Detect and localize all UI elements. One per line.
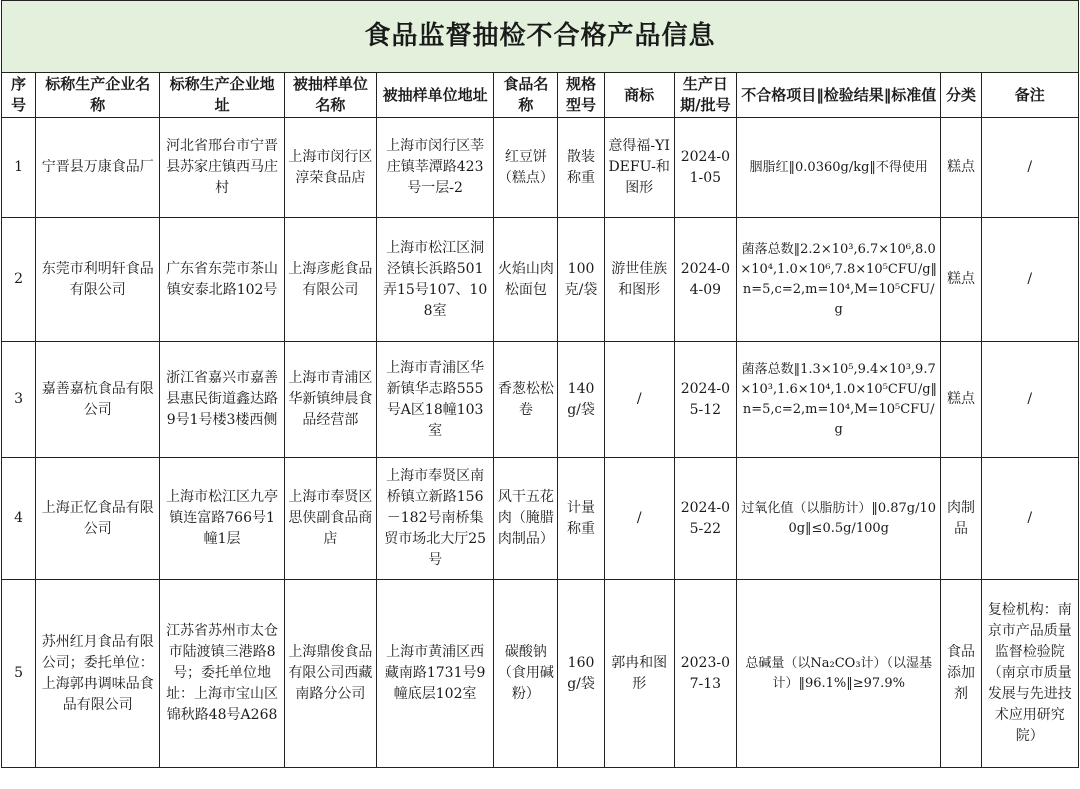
cell-category: 肉制品 (941, 458, 981, 580)
cell-producer-addr: 浙江省嘉兴市嘉善县惠民街道鑫达路9号1号楼3楼西侧 (160, 342, 284, 458)
cell-producer-name: 宁晋县万康食品厂 (36, 118, 160, 218)
page-title: 食品监督抽检不合格产品信息 (2, 1, 1079, 73)
cell-category: 糕点 (941, 118, 981, 218)
cell-producer-name: 嘉善嘉杭食品有限公司 (36, 342, 160, 458)
cell-seq: 3 (2, 342, 36, 458)
table-row (2, 580, 1079, 768)
cell-sampled-name: 上海市青浦区华新镇绅晨食品经营部 (284, 342, 376, 458)
cell-producer-addr: 广东省东莞市茶山镇安泰北路102号 (160, 218, 284, 342)
cell-remark: 复检机构：南京市产品质量监督检验院（南京市质量发展与先进技术应用研究院） (981, 580, 1078, 768)
cell-result: 菌落总数‖1.3×10⁵,9.4×10³,9.7×10³,1.6×10⁴,1.0×10⁵CFU/g‖n=5,c=2,m=10⁴,M=10⁵CFU/g (736, 342, 941, 458)
header-remark: 备注 (981, 73, 1078, 118)
cell-category: 糕点 (941, 342, 981, 458)
cell-producer-addr: 河北省邢台市宁晋县苏家庄镇西马庄村 (160, 118, 284, 218)
table-header-row (2, 73, 1079, 118)
table-row (2, 342, 1079, 458)
cell-producer-name: 上海正忆食品有限公司 (36, 458, 160, 580)
cell-remark: / (981, 218, 1078, 342)
inspection-table (1, 0, 1079, 768)
cell-result: 过氧化值（以脂肪计）‖0.87g/100g‖≤0.5g/100g (736, 458, 941, 580)
cell-food-name: 红豆饼（糕点） (494, 118, 558, 218)
cell-producer-name: 东莞市利明轩食品有限公司 (36, 218, 160, 342)
cell-date: 2024-04-09 (674, 218, 736, 342)
table-row (2, 458, 1079, 580)
cell-category: 食品添加剂 (941, 580, 981, 768)
cell-sampled-addr: 上海市黄浦区西藏南路1731号9幢底层102室 (376, 580, 493, 768)
header-sampled-name: 被抽样单位名称 (284, 73, 376, 118)
cell-brand: 意得福-YIDEFU-和图形 (604, 118, 674, 218)
cell-category: 糕点 (941, 218, 981, 342)
cell-producer-name: 苏州红月食品有限公司；委托单位：上海郭冉调味品食品有限公司 (36, 580, 160, 768)
header-sampled-addr: 被抽样单位地址 (376, 73, 493, 118)
cell-brand: 游世佳族和图形 (604, 218, 674, 342)
cell-spec: 140g/袋 (558, 342, 604, 458)
cell-remark: / (981, 118, 1078, 218)
cell-date: 2024-05-22 (674, 458, 736, 580)
cell-food-name: 香葱松松卷 (494, 342, 558, 458)
header-producer-name: 标称生产企业名称 (36, 73, 160, 118)
header-spec: 规格型号 (558, 73, 604, 118)
cell-sampled-name: 上海鼎俊食品有限公司西藏南路分公司 (284, 580, 376, 768)
table-row (2, 118, 1079, 218)
cell-seq: 1 (2, 118, 36, 218)
cell-food-name: 火焰山肉松面包 (494, 218, 558, 342)
cell-brand: / (604, 458, 674, 580)
cell-spec: 160g/袋 (558, 580, 604, 768)
table-row (2, 218, 1079, 342)
cell-sampled-name: 上海彦彪食品有限公司 (284, 218, 376, 342)
cell-sampled-addr: 上海市闵行区莘庄镇莘潭路423号一层-2 (376, 118, 493, 218)
cell-spec: 散装称重 (558, 118, 604, 218)
cell-brand: / (604, 342, 674, 458)
cell-date: 2023-07-13 (674, 580, 736, 768)
cell-remark: / (981, 458, 1078, 580)
header-result: 不合格项目‖检验结果‖标准值 (736, 73, 941, 118)
header-date: 生产日期/批号 (674, 73, 736, 118)
cell-seq: 2 (2, 218, 36, 342)
cell-seq: 5 (2, 580, 36, 768)
cell-producer-addr: 上海市松江区九亭镇连富路766号1幢1层 (160, 458, 284, 580)
header-category: 分类 (941, 73, 981, 118)
cell-producer-addr: 江苏省苏州市太仓市陆渡镇三港路8号；委托单位地址：上海市宝山区锦秋路48号A268 (160, 580, 284, 768)
cell-date: 2024-05-12 (674, 342, 736, 458)
cell-sampled-addr: 上海市奉贤区南桥镇立新路156－182号南桥集贸市场北大厅25号 (376, 458, 493, 580)
header-food-name: 食品名称 (494, 73, 558, 118)
cell-sampled-addr: 上海市松江区洞泾镇长浜路501弄15号107、108室 (376, 218, 493, 342)
cell-brand: 郭冉和图形 (604, 580, 674, 768)
cell-sampled-addr: 上海市青浦区华新镇华志路555号A区18幢103室 (376, 342, 493, 458)
cell-remark: / (981, 342, 1078, 458)
cell-seq: 4 (2, 458, 36, 580)
header-seq: 序号 (2, 73, 36, 118)
cell-result: 胭脂红‖0.0360g/kg‖不得使用 (736, 118, 941, 218)
header-producer-addr: 标称生产企业地址 (160, 73, 284, 118)
cell-result: 菌落总数‖2.2×10³,6.7×10⁶,8.0×10⁴,1.0×10⁶,7.8×10⁵CFU/g‖n=5,c=2,m=10⁴,M=10⁵CFU/g (736, 218, 941, 342)
cell-sampled-name: 上海市奉贤区思侠副食品商店 (284, 458, 376, 580)
cell-spec: 100克/袋 (558, 218, 604, 342)
cell-spec: 计量称重 (558, 458, 604, 580)
cell-date: 2024-01-05 (674, 118, 736, 218)
cell-sampled-name: 上海市闵行区淳荣食品店 (284, 118, 376, 218)
cell-result: 总碱量（以Na₂CO₃计）（以湿基计）‖96.1%‖≥97.9% (736, 580, 941, 768)
header-brand: 商标 (604, 73, 674, 118)
cell-food-name: 风干五花肉（腌腊肉制品） (494, 458, 558, 580)
cell-food-name: 碳酸钠（食用碱粉） (494, 580, 558, 768)
